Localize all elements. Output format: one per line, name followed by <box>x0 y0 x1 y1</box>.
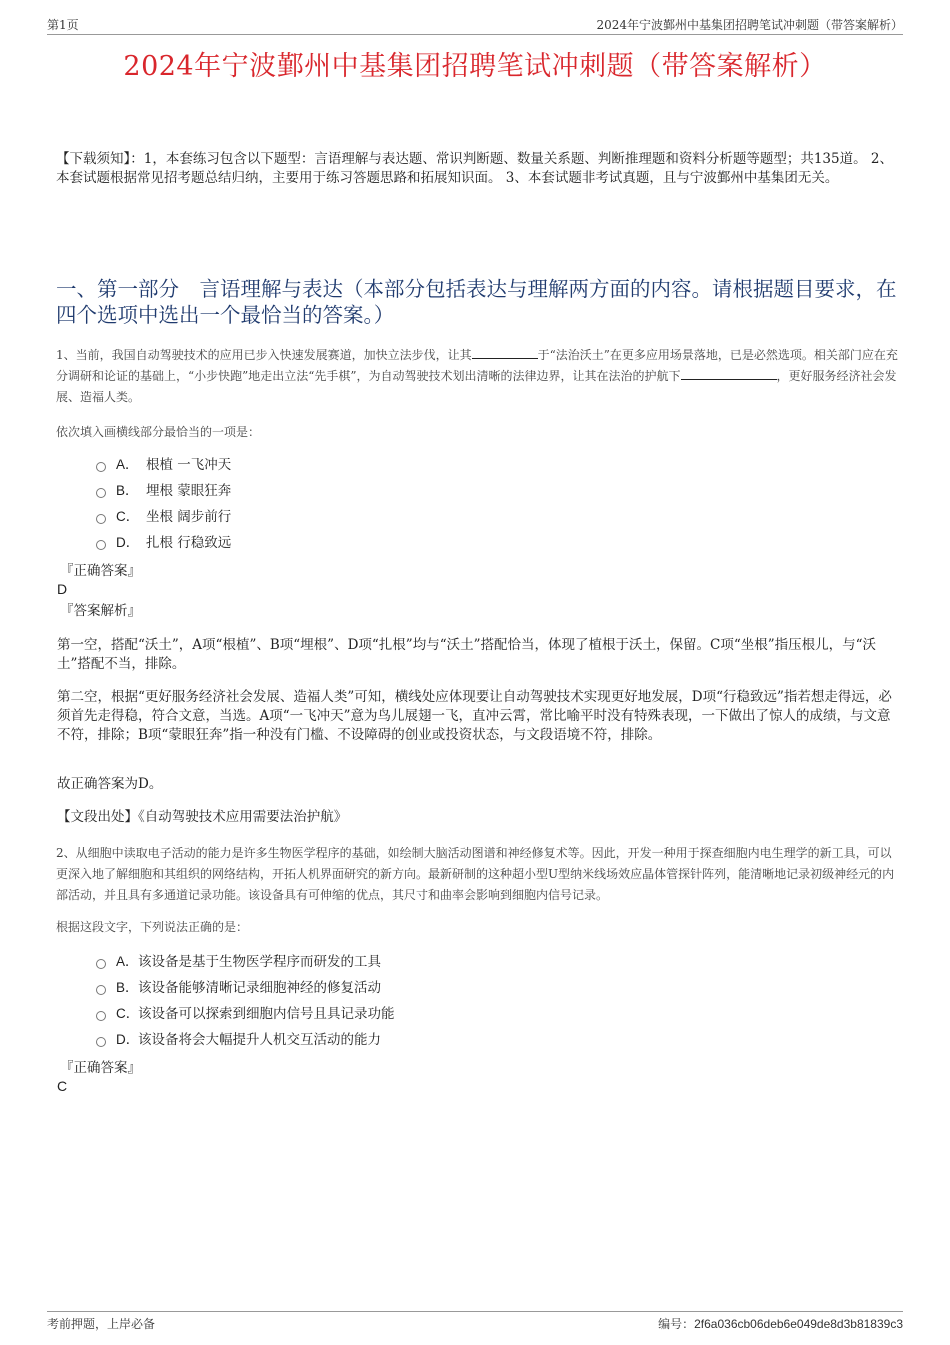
analysis-paragraph-1: 第一空，搭配“沃土”，A项“根植”、B项“埋根”、D项“扎根”均与“沃土”搭配恰当，体现了植根于沃土，保留。C项“坐根”指压根儿，与“沃土”搭配不当，排除。 <box>57 637 877 672</box>
answer-value: D <box>57 581 68 597</box>
question-2-options <box>96 949 395 1053</box>
fill-blank <box>681 367 777 380</box>
option-a[interactable]: A． 该设备是基于生物医学程序而研发的工具 <box>96 949 395 975</box>
page-title: 2024年宁波鄞州中基集团招聘笔试冲刺题（带答案解析） <box>123 51 827 82</box>
header-doc-title: 2024年宁波鄞州中基集团招聘笔试冲刺题（带答案解析） <box>596 18 903 32</box>
analysis-paragraph-2: 第二空，根据“更好服务经济社会发展、造福人类”可知，横线处应体现要让自动驾驶技术实现更好地发展，D项“行稳致远”指若想走得远，必须首先走得稳，符合文意，当选。A项“一飞冲天”意为鸟儿展翅一飞，直冲云霄，常比喻平时没有特殊表现，一下做出了惊人的成绩，与文意不符，排除；B项“蒙眼狂奔”指一种没有门槛、不设障碍的创业或投资状态，与文段语境不符，排除。 <box>57 689 892 743</box>
page-footer <box>47 1311 903 1332</box>
section-heading: 一、第一部分 言语理解与表达（本部分包括表达与理解两方面的内容。请根据题目要求，在四个选项中选出一个最恰当的答案。） <box>56 277 897 327</box>
document-code: 编号：2f6a036cb06deb6e049de8d3b81839c3 <box>658 1317 903 1331</box>
analysis-label: 『答案解析』 <box>60 603 141 619</box>
option-d[interactable]: D． 该设备将会大幅提升人机交互活动的能力 <box>96 1027 395 1053</box>
option-b[interactable]: B． 该设备能够清晰记录细胞神经的修复活动 <box>96 975 395 1001</box>
answer-label: 『正确答案』 <box>60 563 141 579</box>
question-2-text: 2、从细胞中读取电子活动的能力是许多生物医学程序的基础，如绘制大脑活动图谱和神经修复术等。因此，开发一种用于探查细胞内电生理学的新工具，可以更深入地了解细胞和其组织的网络结构，开拓人机界面研究的新方向。最新研制的这种超小型U型纳米线场效应晶体管探针阵列，能清晰地记录初级神经元的内部活动，并且具有多通道记录功能。该设备具有可伸缩的优点，其尺寸和曲率会影响到细胞内信号记录。 <box>56 846 895 902</box>
question-1-text: 1、当前，我国自动驾驶技术的应用已步入快速发展赛道，加快立法步伐，让其 于“法治沃土”在更多应用场景落地，已是必然选项。相关部门应在充分调研和论证的基础上，“小步快跑”地走出立法“先手棋”，为自动驾驶技术划出清晰的法律边界，让其在法治的护航下 ，更好服务经济社会发展、造福人类。 <box>56 348 898 404</box>
question-1-options <box>96 452 231 556</box>
radio-icon[interactable] <box>96 1011 106 1021</box>
option-c[interactable]: C． 该设备可以探索到细胞内信号且具记录功能 <box>96 1001 395 1027</box>
question-1-prompt: 依次填入画横线部分最恰当的一项是： <box>56 425 261 439</box>
radio-icon[interactable] <box>96 959 106 969</box>
radio-icon[interactable] <box>96 540 106 550</box>
page-header <box>47 14 903 35</box>
source-citation: 【文段出处】《自动驾驶技术应用需要法治护航》 <box>57 809 348 825</box>
fill-blank <box>472 346 538 359</box>
option-d[interactable]: D． 扎根 行稳致远 <box>96 530 231 556</box>
radio-icon[interactable] <box>96 1037 106 1047</box>
radio-icon[interactable] <box>96 462 106 472</box>
answer-value: C <box>57 1078 68 1094</box>
option-c[interactable]: C． 坐根 阔步前行 <box>96 504 231 530</box>
radio-icon[interactable] <box>96 514 106 524</box>
radio-icon[interactable] <box>96 488 106 498</box>
answer-label: 『正确答案』 <box>60 1060 141 1076</box>
footer-slogan: 考前押题，上岸必备 <box>47 1317 156 1331</box>
question-2-prompt: 根据这段文字，下列说法正确的是： <box>56 920 249 934</box>
option-a[interactable]: A． 根植 一飞冲天 <box>96 452 231 478</box>
download-notice: 【下载须知】：1，本套练习包含以下题型：言语理解与表达题、常识判断题、数量关系题、判断推理题和资料分析题等题型；共135道。 2、本套试题根据常见招考题总结归纳，主要用于练习答题思路和拓展知识面。 3、本套试题非考试真题，且与宁波鄞州中基集团无关。 <box>56 151 893 186</box>
page-number: 第1页 <box>47 18 79 32</box>
radio-icon[interactable] <box>96 985 106 995</box>
analysis-conclusion: 故正确答案为D。 <box>57 776 163 792</box>
option-b[interactable]: B． 埋根 蒙眼狂奔 <box>96 478 231 504</box>
